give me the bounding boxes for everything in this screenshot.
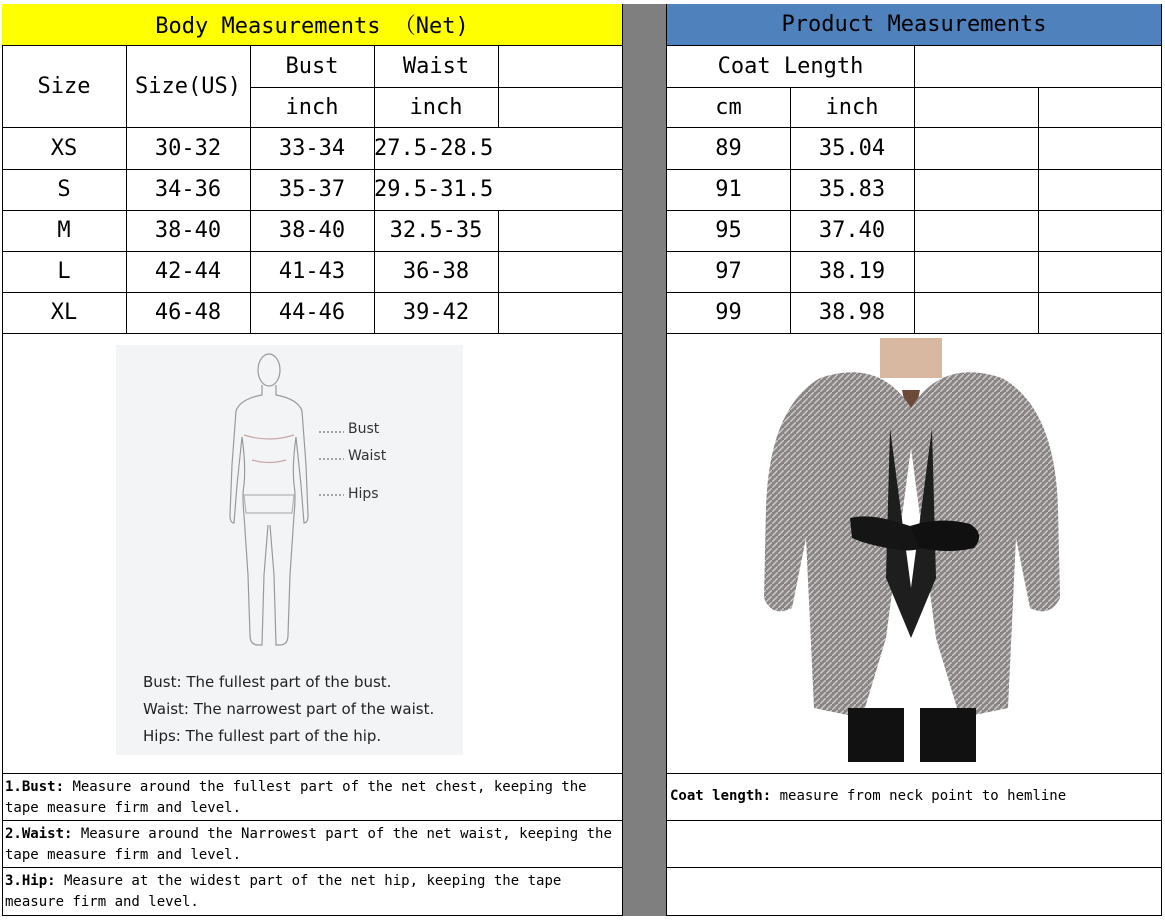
row-m-bust: 38-40 (250, 210, 375, 252)
row-l-bust: 41-43 (250, 251, 375, 293)
row-s-cm: 91 (666, 169, 791, 211)
unit-waist: inch (374, 87, 499, 128)
row-l-product-empty-2 (1038, 251, 1162, 293)
product-measurements-title: Product Measurements (666, 4, 1162, 46)
header-empty (498, 46, 623, 88)
row-l-size: L (2, 251, 127, 293)
note-bust-title: 1.Bust: (5, 779, 65, 795)
row-xl-size: XL (2, 292, 127, 334)
row-s-size: S (2, 169, 127, 211)
caption-bust: Bust: The fullest part of the bust. (143, 673, 392, 691)
separator-column (622, 4, 667, 916)
row-xs-waist: 27.5-28.5 (374, 128, 499, 170)
note-right-empty-1 (666, 820, 1162, 868)
row-xl-product-empty-2 (1038, 292, 1162, 334)
note-coat-title: Coat length: (670, 788, 772, 804)
note-hip-text: Measure at the widest part of the net hip, keeping the tape measure firm and level. (5, 873, 562, 910)
row-l-empty (498, 251, 623, 293)
note-coat-text: measure from neck point to hemline (771, 788, 1067, 804)
row-m-waist: 32.5-35 (374, 210, 499, 252)
note-hip (2, 867, 623, 916)
unit-empty-1 (914, 87, 1039, 128)
row-l-size-us: 42-44 (126, 251, 251, 293)
caption-waist: Waist: The narrowest part of the waist. (143, 700, 435, 718)
row-xs-cm: 89 (666, 128, 791, 170)
row-l-cm: 97 (666, 251, 791, 293)
row-m-cm: 95 (666, 210, 791, 252)
header-size-us: Size(US) (126, 46, 251, 128)
unit-bust: inch (250, 87, 375, 128)
caption-hips: Hips: The fullest part of the hip. (143, 727, 382, 745)
row-m-product-empty-2 (1038, 210, 1162, 252)
row-m-size-us: 38-40 (126, 210, 251, 252)
row-m-size: M (2, 210, 127, 252)
row-xs-bust: 33-34 (250, 128, 375, 170)
row-s-bust: 35-37 (250, 169, 375, 211)
row-xs-empty (498, 128, 623, 170)
note-waist (2, 820, 623, 868)
row-xl-size-us: 46-48 (126, 292, 251, 334)
body-measurement-figure (116, 345, 463, 755)
row-xl-empty (498, 292, 623, 334)
header-coat-length: Coat Length (666, 46, 915, 88)
note-bust-text: Measure around the fullest part of the net chest, keeping the tape measure firm and level. (5, 779, 587, 816)
unit-empty-2 (1038, 87, 1162, 128)
header-product-empty (914, 46, 1162, 88)
row-xl-inch: 38.98 (790, 292, 915, 334)
row-xl-waist: 39-42 (374, 292, 499, 334)
row-m-empty (498, 210, 623, 252)
row-xs-size: XS (2, 128, 127, 170)
row-s-inch: 35.83 (790, 169, 915, 211)
unit-inch: inch (790, 87, 915, 128)
header-waist: Waist (374, 46, 499, 88)
row-s-product-empty-1 (914, 169, 1039, 211)
row-xs-product-empty-1 (914, 128, 1039, 170)
row-xs-product-empty-2 (1038, 128, 1162, 170)
row-xl-product-empty-1 (914, 292, 1039, 334)
row-l-product-empty-1 (914, 251, 1039, 293)
row-s-empty (498, 169, 623, 211)
note-coat-length (666, 773, 1162, 821)
note-waist-text: Measure around the Narrowest part of the net waist, keeping the tape measure firm and level. (5, 826, 612, 863)
row-l-waist: 36-38 (374, 251, 499, 293)
body-outline-icon (116, 345, 463, 655)
figure-label-hips: Hips (348, 486, 379, 502)
row-xs-inch: 35.04 (790, 128, 915, 170)
row-s-product-empty-2 (1038, 169, 1162, 211)
row-l-inch: 38.19 (790, 251, 915, 293)
note-bust (2, 773, 623, 821)
unit-empty (498, 87, 623, 128)
row-xl-bust: 44-46 (250, 292, 375, 334)
note-hip-title: 3.Hip: (5, 873, 56, 889)
figure-label-bust: Bust (348, 421, 380, 437)
row-m-product-empty-1 (914, 210, 1039, 252)
note-waist-title: 2.Waist: (5, 826, 73, 842)
row-s-waist: 29.5-31.5 (374, 169, 499, 211)
unit-cm: cm (666, 87, 791, 128)
row-xl-cm: 99 (666, 292, 791, 334)
coat-product-image (760, 338, 1062, 762)
row-xs-size-us: 30-32 (126, 128, 251, 170)
row-m-inch: 37.40 (790, 210, 915, 252)
header-bust: Bust (250, 46, 375, 88)
header-size: Size (2, 46, 127, 128)
figure-label-waist: Waist (348, 448, 387, 464)
row-s-size-us: 34-36 (126, 169, 251, 211)
note-right-empty-2 (666, 867, 1162, 916)
body-measurements-title: Body Measurements （Net) (2, 4, 623, 46)
